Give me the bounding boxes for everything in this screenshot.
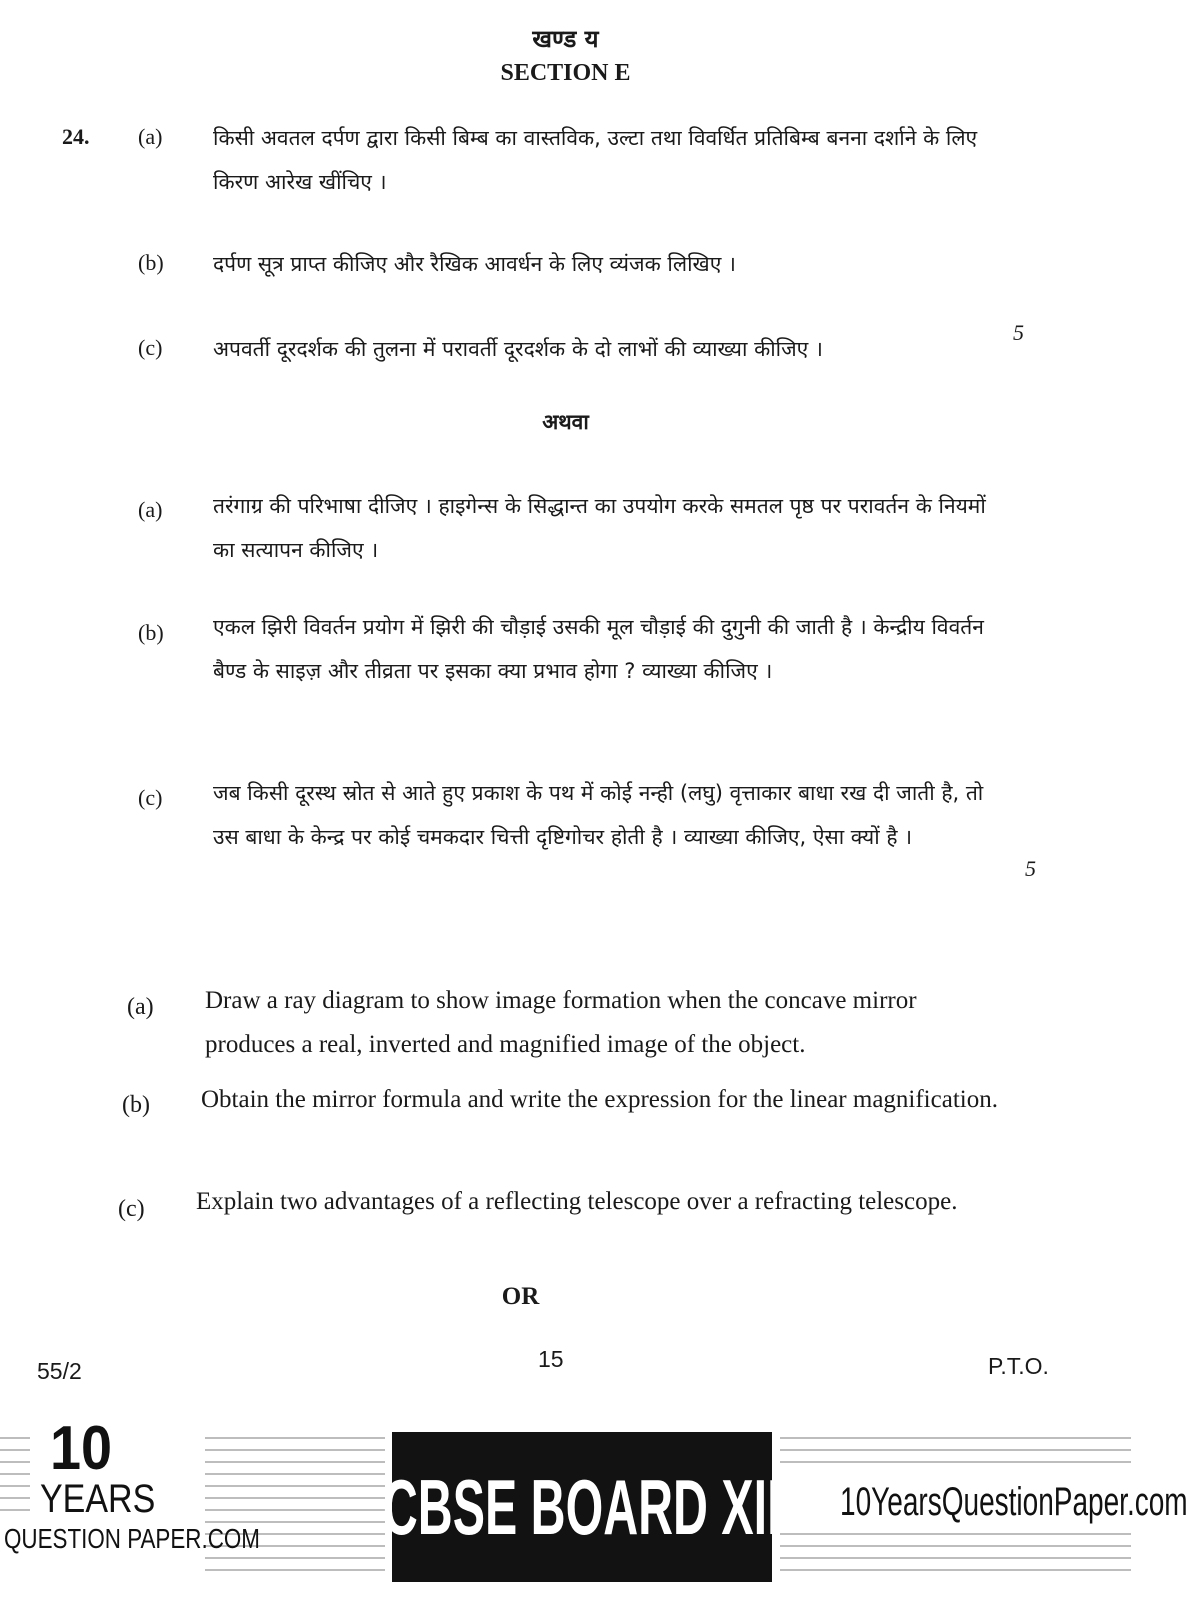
hindi-or-part-b-text: एकल झिरी विवर्तन प्रयोग में झिरी की चौड़ाई उसकी मूल चौड़ाई की दुगुनी की जाती है । केन्द्रीय विवर्तन बैण्ड के साइज़ और तीव्रता पर इसका क्या प्रभाव होगा ? व्याख्या कीजिए ।: [213, 615, 984, 683]
english-part-c-text: Explain two advantages of a reflecting telescope over a refracting telescope.: [196, 1188, 958, 1215]
english-part-a-text: Draw a ray diagram to show image formation when the concave mirror produces a real, inverted and magnified image of the object.: [205, 987, 917, 1058]
hindi-part-b-label: (b): [138, 250, 164, 275]
logo-years: YEARS: [40, 1477, 156, 1521]
paper-code: 55/2: [37, 1358, 82, 1384]
hindi-part-b-text: दर्पण सूत्र प्राप्त कीजिए और रैखिक आवर्धन के लिए व्यंजक लिखिए ।: [213, 252, 736, 276]
english-part-b-text: Obtain the mirror formula and write the expression for the linear magnification.: [201, 1086, 998, 1113]
hindi-or-part-c-label: (c): [138, 785, 163, 810]
logo-number: 10: [50, 1414, 113, 1483]
board-title: CBSE BOARD XII: [383, 1462, 781, 1551]
or-hindi: अथवा: [542, 410, 589, 434]
english-part-a-label: (a): [127, 994, 154, 1020]
hindi-or-part-b-label: (b): [138, 620, 164, 645]
hindi-part-a-text: किसी अवतल दर्पण द्वारा किसी बिम्ब का वास्तविक, उल्टा तथा विवर्धित प्रतिबिम्ब बनना दर्शाने के लिए किरण आरेख खींचिए ।: [213, 126, 978, 194]
hindi-or-part-a-text: तरंगाग्र की परिभाषा दीजिए । हाइगेन्स के सिद्धान्त का उपयोग करके समतल पृष्ठ पर परावर्तन के नियमों का सत्यापन कीजिए ।: [213, 494, 986, 562]
page-number: 15: [538, 1346, 564, 1372]
hindi-part-c-label: (c): [138, 335, 163, 360]
hindi-or-part-c-text: जब किसी दूरस्थ स्रोत से आते हुए प्रकाश के पथ में कोई नन्ही (लघु) वृत्ताकार बाधा रख दी जाती है, तो उस बाधा के केन्द्र पर कोई चमकदार चित्ती दृष्टिगोचर होती है । व्याख्या कीजिए, ऐसा क्यों है ।: [213, 781, 984, 849]
question-number: 24.: [62, 124, 90, 149]
board-box: [383, 1432, 781, 1582]
section-title-english: SECTION E: [500, 60, 631, 86]
english-part-b-label: (b): [122, 1092, 150, 1118]
hindi-part-c-text: अपवर्ती दूरदर्शक की तुलना में परावर्ती दूरदर्शक के दो लाभों की व्याख्या कीजिए ।: [213, 337, 823, 361]
marks-second: 5: [1025, 856, 1036, 881]
or-english: OR: [501, 1283, 540, 1310]
site-name: 10YearsQuestionPaper.com: [840, 1480, 1188, 1524]
hindi-or-part-a-label: (a): [138, 497, 163, 522]
english-part-c-label: (c): [118, 1196, 145, 1222]
section-title-hindi: खण्ड य: [532, 25, 599, 53]
marks-first: 5: [1013, 320, 1024, 345]
logo-subtitle: QUESTION PAPER.COM: [4, 1523, 260, 1554]
pto: P.T.O.: [988, 1353, 1049, 1379]
hindi-part-a-label: (a): [138, 124, 163, 149]
